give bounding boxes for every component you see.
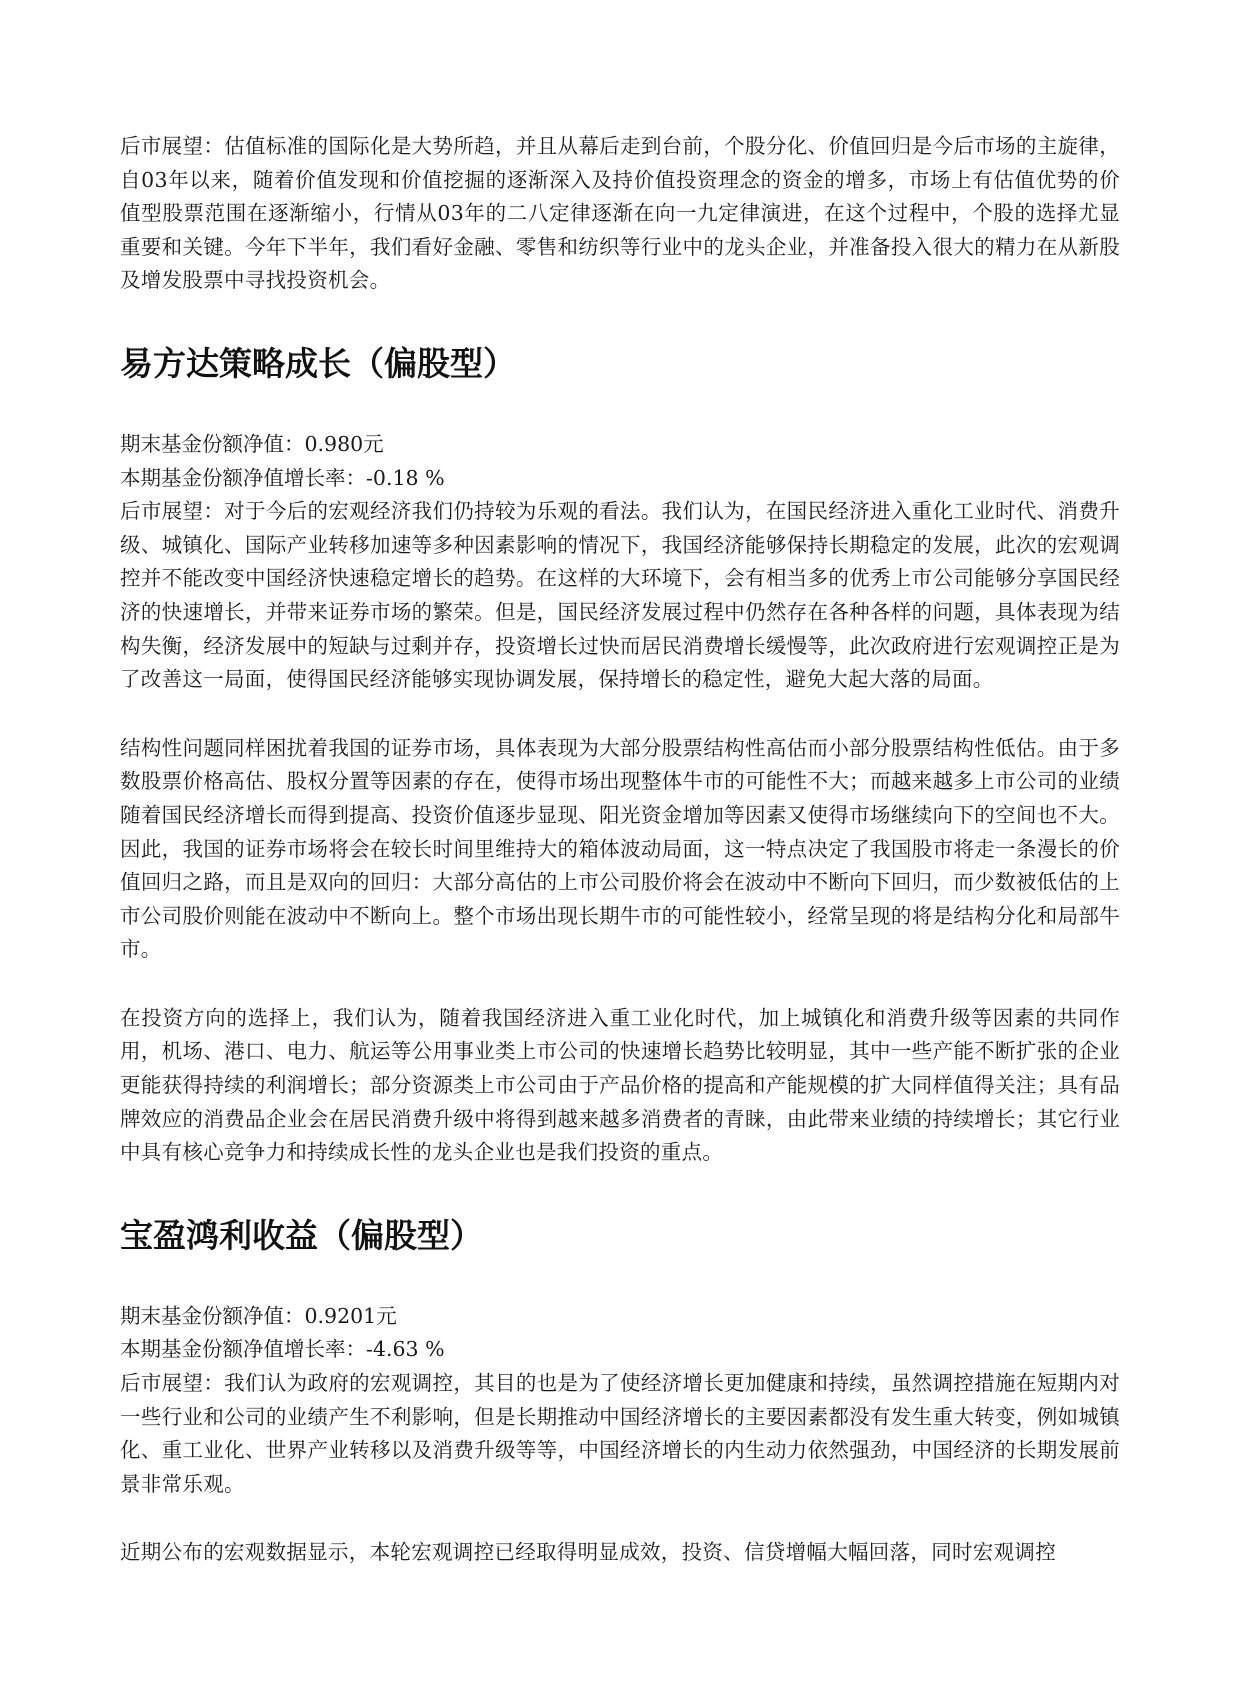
spacer (120, 1170, 1120, 1212)
fund-nav: 期末基金份额净值：0.980元 (120, 431, 384, 456)
spacer (120, 1501, 1120, 1536)
document-page (120, 130, 1120, 1570)
fund-nav: 期末基金份额净值：0.9201元 (120, 1303, 397, 1328)
spacer (120, 1260, 1120, 1300)
fund-section-baoying (120, 1212, 1120, 1570)
spacer (120, 388, 1120, 428)
fund-title: 易方达策略成长（偏股型） (120, 343, 516, 383)
fund-investment-direction-paragraph: 在投资方向的选择上，我们认为，随着我国经济进入重工业化时代，加上城镇化和消费升级等因素的共同作用，机场、港口、电力、航运等公用事业类上市公司的快速增长趋势比较明显，其中一些产能不断扩张的企业更能获得持续的利润增长；部分资源类上市公司由于产品价格的提高和产能规模的扩大同样值得关注；具有品牌效应的消费品企业会在居民消费升级中将得到越来越多消费者的青睐，由此带来业绩的持续增长；其它行业中具有核心竞争力和持续成长性的龙头企业也是我们投资的重点。 (120, 1005, 1120, 1165)
fund-section-efunds (120, 340, 1120, 1170)
fund-analysis-paragraph: 结构性问题同样困扰着我国的证券市场，具体表现为大部分股票结构性高估而小部分股票结构性低估。由于多数股票价格高估、股权分置等因素的存在，使得市场出现整体牛市的可能性不大；而越来越多上市公司的业绩随着国民经济增长而得到提高、投资价值逐步显现、阳光资金增加等因素又使得市场继续向下的空间也不大。因此，我国的证券市场将会在较长时间里维持大的箱体波动局面，这一特点决定了我国股市将走一条漫长的价值回归之路，而且是双向的回归：大部分高估的上市公司股价将会在波动中不断向下回归，而少数被低估的上市公司股价则能在波动中不断向上。整个市场出现长期牛市的可能性较小，经常呈现的将是结构分化和局部牛市。 (120, 735, 1120, 962)
spacer (120, 967, 1120, 1002)
spacer (120, 697, 1120, 732)
fund-title: 宝盈鸿利收益（偏股型） (120, 1215, 483, 1255)
fund-outlook-paragraph: 后市展望：对于今后的宏观经济我们仍持较为乐观的看法。我们认为，在国民经济进入重化工业时代、消费升级、城镇化、国际产业转移加速等多种因素影响的情况下，我国经济能够保持长期稳定的发展，此次的宏观调控并不能改变中国经济快速稳定增长的趋势。在这样的大环境下，会有相当多的优秀上市公司能够分享国民经济的快速增长，并带来证券市场的繁荣。但是，国民经济发展过程中仍然存在各种各样的问题，具体表现为结构失衡，经济发展中的短缺与过剩并存，投资增长过快而居民消费增长缓慢等，此次政府进行宏观调控正是为了改善这一局面，使得国民经济能够实现协调发展，保持增长的稳定性，避免大起大落的局面。 (120, 499, 1120, 692)
fund-analysis-paragraph: 近期公布的宏观数据显示，本轮宏观调控已经取得明显成效，投资、信贷增幅大幅回落，同时宏观调控 (120, 1540, 1056, 1565)
fund-growth-rate: 本期基金份额净值增长率：-0.18 % (120, 465, 445, 490)
intro-outlook-paragraph: 后市展望：估值标准的国际化是大势所趋，并且从幕后走到台前，个股分化、价值回归是今后市场的主旋律，自03年以来，随着价值发现和价值挖掘的逐渐深入及持价值投资理念的资金的增多，市场上有估值优势的价值型股票范围在逐渐缩小，行情从03年的二八定律逐渐在向一九定律演进，在这个过程中，个股的选择尤显重要和关键。今年下半年，我们看好金融、零售和纺织等行业中的龙头企业，并准备投入很大的精力在从新股及增发股票中寻找投资机会。 (120, 134, 1120, 293)
fund-outlook-paragraph: 后市展望：我们认为政府的宏观调控，其目的也是为了使经济增长更加健康和持续，虽然调控措施在短期内对一些行业和公司的业绩产生不利影响，但是长期推动中国经济增长的主要因素都没有发生重大转变，例如城镇化、重工业化、世界产业转移以及消费升级等等，中国经济增长的内生动力依然强劲，中国经济的长期发展前景非常乐观。 (120, 1371, 1120, 1496)
fund-growth-rate: 本期基金份额净值增长率：-4.63 % (120, 1337, 445, 1362)
spacer (120, 298, 1120, 340)
